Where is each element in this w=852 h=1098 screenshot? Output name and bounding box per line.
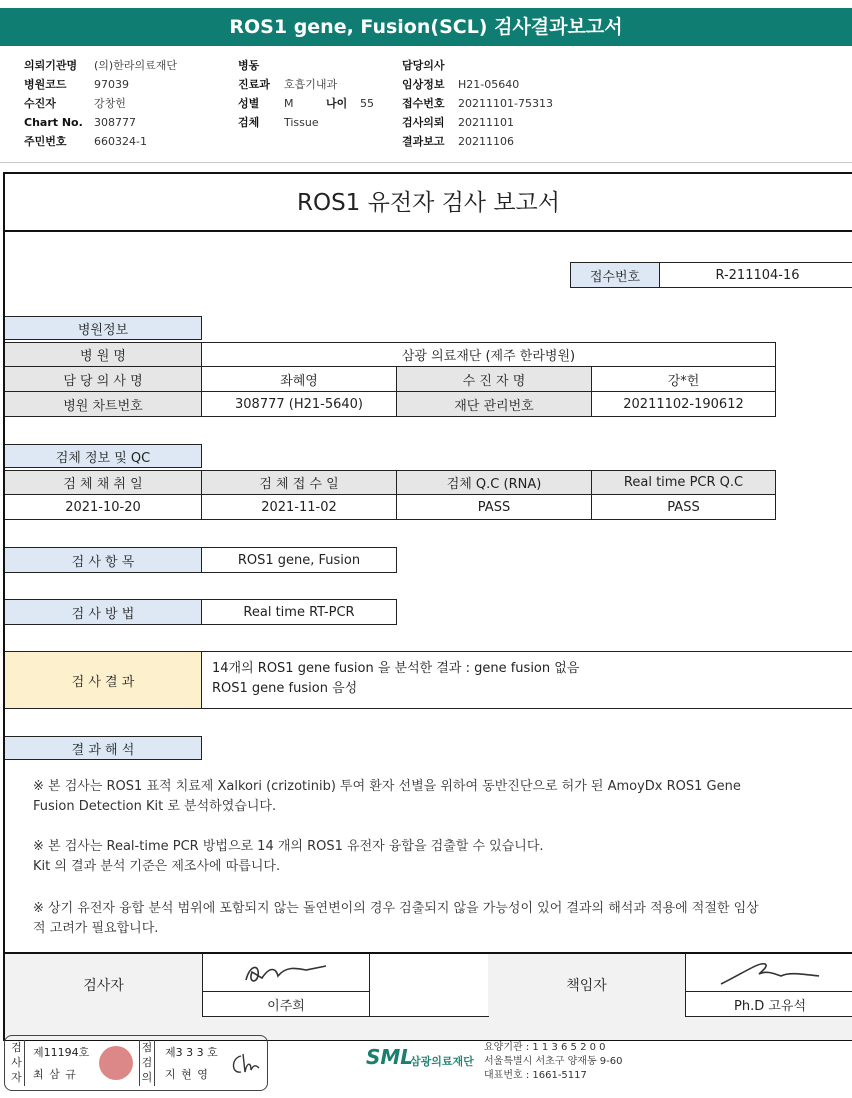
label-request-date: 검사의뢰: [402, 116, 445, 129]
value-resident-no: 660324-1: [94, 135, 147, 148]
tester-label: 검사자: [5, 954, 202, 1016]
tester-signature: [202, 954, 370, 992]
responsible-label: 책임자: [488, 954, 685, 1016]
receipt-value: R-211104-16: [659, 262, 852, 288]
header-col-2: [238, 56, 374, 132]
label-specimen: 검체: [238, 116, 260, 129]
stamp-right-tag: 점검의: [139, 1040, 155, 1086]
blank-cell: [369, 954, 489, 1017]
interp-line-1: ※ 본 검사는 ROS1 표적 치료제 Xalkori (crizotinib) 투여 환자 선별을 위하여 동반진단으로 허가 된 AmoyDx ROS1 Gene: [33, 779, 741, 794]
specimen-header-2: 검 체 접 수 일: [201, 470, 397, 495]
hospital-name-label: 병 원 명: [5, 342, 202, 367]
specimen-value-2: 2021-11-02: [201, 495, 397, 520]
test-item-label: 검 사 항 목: [5, 547, 202, 573]
specimen-value-1: 2021-10-20: [5, 495, 202, 520]
label-hospital-code: 병원코드: [24, 78, 67, 91]
header-col-3: [402, 56, 553, 151]
value-clinical-info: H21-05640: [458, 78, 520, 91]
sml-logo: SML: [366, 1045, 414, 1069]
label-resident-no: 주민번호: [24, 135, 67, 148]
interp-paragraph-1: [33, 777, 833, 817]
label-patient: 수진자: [24, 97, 56, 110]
test-item-value: ROS1 gene, Fusion: [201, 547, 397, 573]
report-frame: [3, 172, 852, 1041]
stamp-left-no: 제11194호: [33, 1046, 90, 1059]
value-age: 55: [360, 97, 374, 110]
hospital-section-header: 병원정보: [5, 316, 202, 340]
label-doctor: 담당의사: [402, 59, 445, 72]
specimen-value-3: PASS: [396, 495, 592, 520]
result-label: 검 사 결 과: [5, 651, 202, 709]
signature-area: [5, 952, 852, 1040]
responsible-signature-icon: [715, 958, 825, 988]
value-hospital-code: 97039: [94, 78, 129, 91]
result-value: [201, 651, 852, 709]
lab-stamp: [4, 1035, 268, 1091]
seal-icon: [99, 1046, 133, 1080]
label-report-date: 결과보고: [402, 135, 445, 148]
interp-line-4: Kit 의 결과 분석 기준은 제조사에 따릅니다.: [33, 859, 281, 874]
stamp-left-name: 최 삼 규: [33, 1068, 77, 1081]
value-sex: M: [284, 97, 294, 110]
specimen-header-1: 검 체 채 취 일: [5, 470, 202, 495]
specimen-header-4: Real time PCR Q.C: [591, 470, 776, 495]
interp-section-header: 결 과 해 석: [5, 736, 202, 760]
value-institution: (의)한라의료재단: [94, 59, 177, 72]
stamp-left-tag: 검사자: [9, 1040, 25, 1086]
patient-name-value: 강*헌: [591, 367, 776, 392]
value-chart-no: 308777: [94, 116, 136, 129]
label-chart-no: Chart No.: [24, 116, 83, 129]
org-info-3: 대표번호 : 1661-5117: [484, 1070, 587, 1081]
label-ward: 병동: [238, 59, 260, 72]
header-info: [0, 56, 852, 156]
interp-line-6: 적 고려가 필요합니다.: [33, 921, 159, 936]
tester-signature-icon: [236, 958, 336, 988]
chart-label: 병원 차트번호: [5, 392, 202, 417]
stamp-right-no: 제3 3 3 호: [165, 1046, 218, 1059]
value-specimen: Tissue: [284, 116, 319, 129]
value-receipt-no: 20211101-75313: [458, 97, 553, 110]
responsible-name: Ph.D 고유석: [685, 991, 852, 1017]
value-department: 호흡기내과: [284, 78, 338, 91]
tester-name: 이주희: [202, 991, 370, 1017]
interp-line-2: Fusion Detection Kit 로 분석하였습니다.: [33, 799, 277, 814]
test-method-value: Real time RT-PCR: [201, 599, 397, 625]
chart-value: 308777 (H21-5640): [201, 392, 397, 417]
mgmt-value: 20211102-190612: [591, 392, 776, 417]
stamp-right-name: 지 현 영: [165, 1068, 209, 1081]
result-line-1: 14개의 ROS1 gene fusion 을 분석한 결과 : gene fusion 없음: [212, 661, 580, 676]
value-request-date: 20211101: [458, 116, 514, 129]
specimen-value-4: PASS: [591, 495, 776, 520]
label-age: 나이: [326, 97, 348, 110]
report-title-bar: ROS1 gene, Fusion(SCL) 검사결과보고서: [0, 8, 852, 46]
label-receipt-no: 접수번호: [402, 97, 445, 110]
label-department: 진료과: [238, 78, 270, 91]
responsible-signature: [685, 954, 852, 992]
doctor-value: 좌혜영: [201, 367, 397, 392]
interp-line-5: ※ 상기 유전자 융합 분석 범위에 포함되지 않는 돌연변이의 경우 검출되지 않을 가능성이 있어 결과의 해석과 적용에 적절한 임상: [33, 901, 759, 916]
value-patient: 강창헌: [94, 97, 126, 110]
specimen-section-header: 검체 정보 및 QC: [5, 444, 202, 468]
mgmt-label: 재단 관리번호: [396, 392, 592, 417]
org-info-1: 요양기관 : 1 1 3 6 5 2 0 0: [484, 1042, 606, 1053]
label-clinical-info: 임상정보: [402, 78, 445, 91]
value-report-date: 20211106: [458, 135, 514, 148]
label-institution: 의뢰기관명: [24, 59, 78, 72]
specimen-header-3: 검체 Q.C (RNA): [396, 470, 592, 495]
report-main-title: ROS1 유전자 검사 보고서: [5, 174, 852, 232]
header-col-1: [24, 56, 177, 151]
header-divider: [0, 162, 852, 163]
org-info-2: 서울특별시 서초구 양재동 9-60: [484, 1056, 623, 1067]
patient-name-label: 수 진 자 명: [396, 367, 592, 392]
test-method-label: 검 사 방 법: [5, 599, 202, 625]
stamp-signature-icon: [227, 1050, 261, 1078]
hospital-name-value: 삼광 의료재단 (제주 한라병원): [201, 342, 776, 367]
org-info: [484, 1041, 623, 1083]
receipt-label: 접수번호: [570, 262, 660, 288]
label-sex: 성별: [238, 97, 260, 110]
org-name: 삼광의료재단: [410, 1055, 474, 1068]
result-line-2: ROS1 gene fusion 음성: [212, 681, 358, 696]
interp-paragraph-3: [33, 899, 833, 939]
interp-line-3: ※ 본 검사는 Real-time PCR 방법으로 14 개의 ROS1 유전자 융합을 검출할 수 있습니다.: [33, 839, 544, 854]
interp-paragraph-2: [33, 837, 833, 877]
footer: [0, 1033, 852, 1098]
doctor-label: 담 당 의 사 명: [5, 367, 202, 392]
